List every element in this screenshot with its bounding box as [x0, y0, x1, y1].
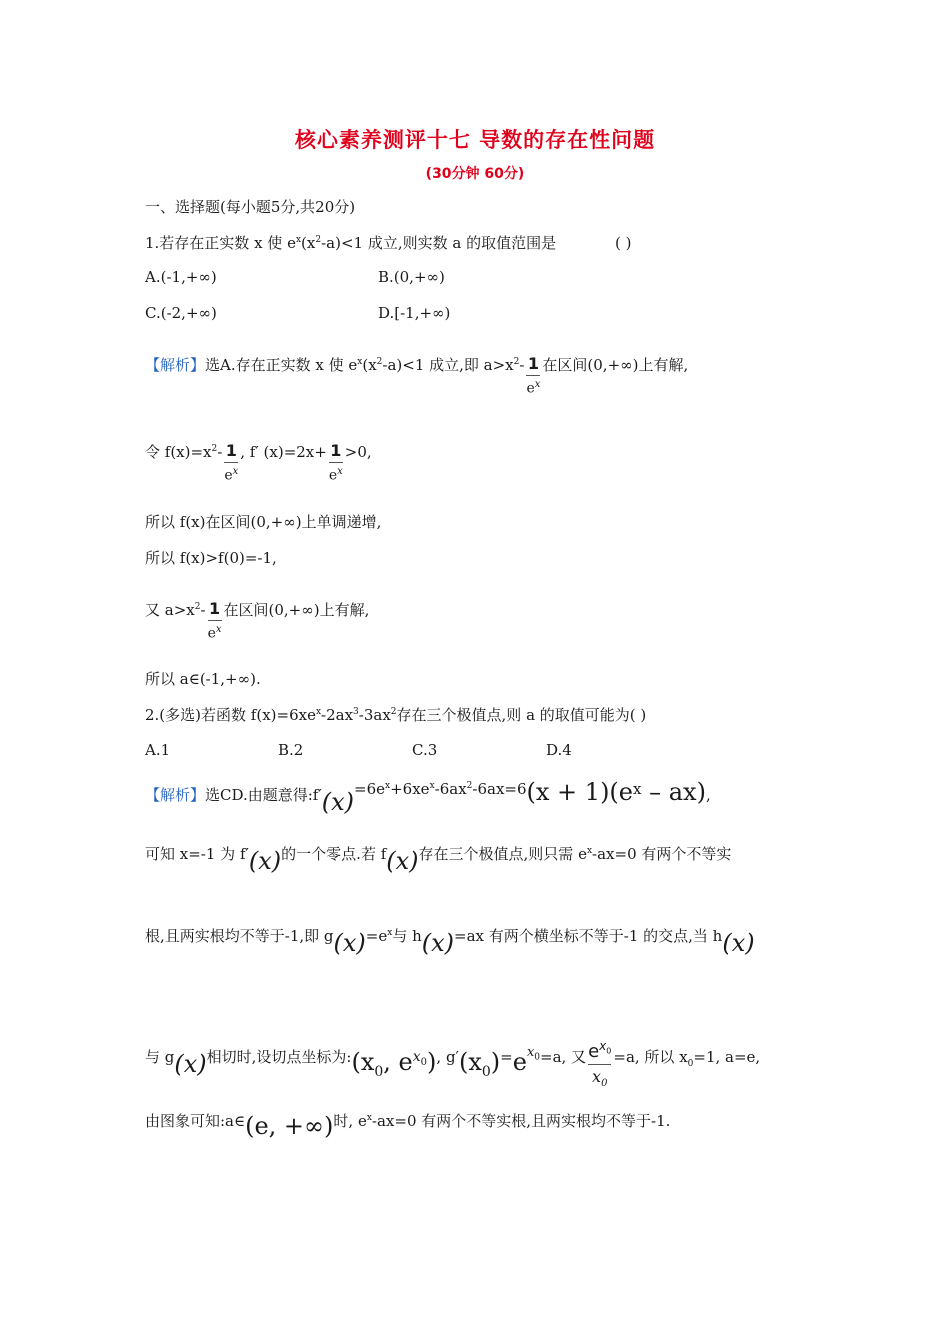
answer-1-line-4: 所以 f(x)>f(0)=-1,: [145, 549, 277, 567]
answer-2-line-4: 与 g(x)相切时,设切点坐标为$:(x_0$, $e^{x_0}$), $g'(x_0)=e^{x_0}=a$, 又 $\frac{e^{x_0}}{x_0}$ =a, 所以 $x_0=1$, a=e,: [145, 1039, 761, 1090]
jiexi-label: 【解析】: [145, 786, 206, 804]
fraction-1-over-ex: $\frac{1}{e^x}$: [207, 599, 222, 642]
q1-option-d: D.[-1,+∞): [378, 304, 451, 322]
jiexi-label: 【解析】: [145, 355, 206, 374]
q1-option-c: C.(-2,+∞): [145, 304, 217, 322]
q1-option-a: A.(-1,+∞): [145, 268, 217, 286]
answer-2-line-5: 由图象可知:a∈(e, +∞)时, $e^x-ax=0$ 有两个不等实根,且两实根均不等于-1.: [145, 1112, 671, 1140]
answer-2-line-2: 可知 x=-1 为 f′(x)的一个零点.若 f(x)存在三个极值点,则只需 $e^x-ax=0$ 有两个不等实: [145, 845, 732, 875]
q2-option-b: B.2: [278, 741, 304, 759]
fraction-1-over-ex: $\frac{1}{e^x}$: [526, 354, 541, 397]
fraction-1-over-ex: $\frac{1}{e^x}$: [224, 441, 239, 484]
page-subtitle: (30分钟 60分): [425, 166, 525, 182]
q2-option-d: D.4: [546, 741, 572, 759]
answer-1-line-5: 又 $a>x^2-$ $\frac{1}{e^x}$ 在区间(0,+∞)上有解,: [145, 599, 370, 642]
answer-2-line-1: 【解析】选CD.由题意得$:f'(x)=6e^x+6xe^x-6ax^2-6ax=6(x + 1)(e^x - ax)$,: [145, 778, 711, 816]
q2-option-a: A.1: [145, 741, 171, 759]
question-2-stem: 2.(多选)若函数 $f(x)=6xe^x-2ax^3-3ax^2$存在三个极值点,则 a 的取值可能为( ): [145, 706, 647, 724]
fraction-ex0-over-x0: $\frac{e^{x_0}}{x_0}$: [588, 1039, 612, 1090]
section-heading: 一、选择题(每小题5分,共20分): [145, 198, 356, 216]
answer-1-line-3: 所以 f(x)在区间(0,+∞)上单调递增,: [145, 513, 382, 531]
answer-2-line-3: 根,且两实根均不等于-1,即 $g(x)=e^x$与 h(x)=ax 有两个横坐标不等于-1 的交点,当 h(x): [145, 927, 755, 957]
question-1-stem: 1.若存在正实数 x 使 $e^x(x^2-a)<1$ 成立,则实数 a 的取值范围是 ( ): [145, 234, 632, 252]
fraction-1-over-ex: $\frac{1}{e^x}$: [328, 441, 343, 484]
answer-1-line-1: 【解析】选A.存在正实数 x 使 $e^x(x^2-a)<1$ 成立,即 $a>x^2-$ $\frac{1}{e^x}$ 在区间(0,+∞)上有解,: [145, 354, 689, 397]
answer-bracket: ( ): [615, 234, 632, 252]
q1-option-b: B.(0,+∞): [378, 268, 445, 286]
page-title: 核心素养测评十七 导数的存在性问题: [294, 128, 656, 152]
answer-1-line-6: 所以 a∈(-1,+∞).: [145, 670, 261, 688]
q2-option-c: C.3: [412, 741, 438, 759]
answer-1-line-2: 令 $f(x)=x^2-$ $\frac{1}{e^x}$ , f′ (x)=2x+ $\frac{1}{e^x}$ >0,: [145, 441, 372, 484]
